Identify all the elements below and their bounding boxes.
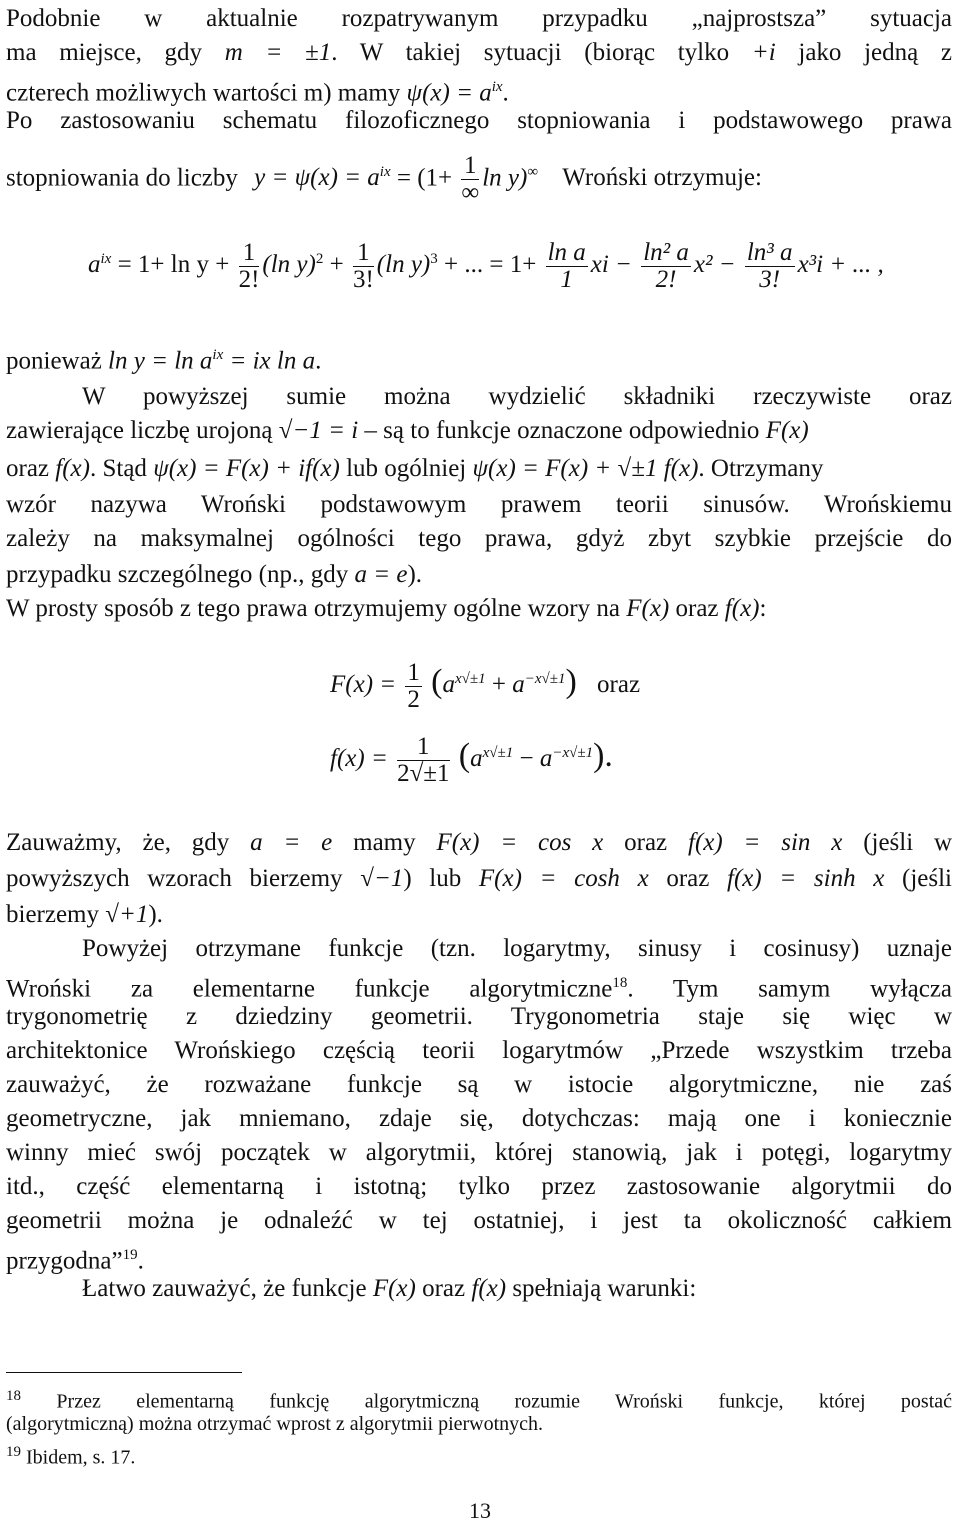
text-line: bierzemy √+1). xyxy=(6,901,163,928)
math-inline: ψ(x) = a xyxy=(406,79,492,107)
equation-series: $a^{ix} = 1+ \ln y$ + $\frac{1}{2!}$ (ln y)$^2$ + $\frac{1}{3!}$ (ln y)$^3$ + ... = 1+ $\frac{\text{ln a}}{1}$ xi − $\frac{\text{ln² a}}{2!}$ x² − $\frac{\text{ln³ a}}{3!}$ x³i + ... , xyxy=(88,239,884,293)
fraction: $\frac{1}{\infty}$ xyxy=(461,152,480,207)
math-inline: √−1 = i xyxy=(278,417,359,444)
text-line: geometrii można je odnaleźć w tej ostatniej, i jest ta okoliczność całkiem xyxy=(6,1207,952,1234)
text-line: oraz f(x). Stąd ψ(x) = F(x) + if(x) lub ogólniej ψ(x) = F(x) + √±1 f(x). Otrzymany xyxy=(6,455,824,482)
text-line: W powyższej sumie można wydzielić składniki rzeczywiste oraz xyxy=(82,383,952,410)
text-line: ponieważ $\ln y = \ln a^{ix}$ = ix ln a. xyxy=(6,347,322,375)
footnote-18: $^{18}$ Przez elementarną funkcję algorytmiczną rozumie Wroński funkcje, której postać xyxy=(6,1388,953,1413)
math-inline: F(x) xyxy=(765,417,809,444)
text-line: Łatwo zauważyć, że funkcje F(x) oraz f(x) spełniają warunki: xyxy=(82,1275,697,1302)
math-inline: m = ±1 xyxy=(224,39,332,66)
math-inline: y = ψ(x) = a xyxy=(254,164,380,192)
text-line: W prosty sposób z tego prawa otrzymujemy ogólne wzory na F(x) oraz f(x): xyxy=(6,595,767,622)
text-line: winny mieć swój początek w algorytmii, której stanowią, jak i potęgi, logarytmy xyxy=(6,1139,952,1166)
math-inline: +i xyxy=(751,39,776,66)
text-line: zależy na maksymalnej ogólności tego prawa, gdyż zbyt szybkie przejście do xyxy=(6,525,952,552)
footnote-18-cont: (algorytmiczną) można otrzymać wprost z algorytmii pierwotnych. xyxy=(6,1413,544,1435)
text-line: Wroński za elementarne funkcje algorytmiczne$^{18}$. Tym samym wyłącza xyxy=(6,975,953,1003)
equation-F: F(x) = $\frac{1}{2}$ $(a^{x√\pm 1} + a^{-x√\pm 1})$ oraz xyxy=(330,659,641,713)
text-line: czterech możliwych wartości m) mamy $\psi(x) = a^{ix}$. xyxy=(6,79,509,107)
text-line: wzór nazywa Wroński podstawowym prawem teorii sinusów. Wrońskiemu xyxy=(6,491,952,518)
math-inline: ln y = ln a xyxy=(108,347,213,375)
text-line: powyższych wzorach bierzemy √−1) lub F(x) = cosh x oraz f(x) = sinh x (jeśli xyxy=(6,865,952,892)
text-line: trygonometrię z dziedziny geometrii. Trygonometria staje się więc w xyxy=(6,1003,952,1030)
text-line: Powyżej otrzymane funkcje (tzn. logarytmy, sinusy i cosinusy) uznaje xyxy=(82,935,952,962)
text-line: Zauważmy, że, gdy a = e mamy F(x) = cos x oraz f(x) = sin x (jeśli w xyxy=(6,829,953,856)
text-line: stopniowania do liczby $y = \psi(x) = a^{ix} = (1+$ $\frac{1}{\infty}$ ln y)∞ Wroński otrzymuje: xyxy=(6,152,762,207)
equation-f: f(x) = $\frac{1}{2√\pm 1}$ $(a^{x√\pm 1} - a^{-x√\pm 1})$. xyxy=(330,733,613,787)
page-number: 13 xyxy=(469,1498,491,1523)
text-line: geometryczne, jak mniemano, zdaje się, dotychczas: mają one i koniecznie xyxy=(6,1105,952,1132)
text-line: architektonice Wrońskiego częścią teorii logarytmów „Przede wszystkim trzeba xyxy=(6,1037,952,1064)
footnote-rule xyxy=(6,1372,242,1373)
footnote-19: $^{19}$ Ibidem, s. 17. xyxy=(6,1444,136,1469)
text-line: Podobnie w aktualnie rozpatrywanym przypadku „najprostsza” sytuacja xyxy=(6,5,952,32)
text-line: przygodna”$^{19}$. xyxy=(6,1247,144,1275)
text-line: ma miejsce, gdy m = ±1. W takiej sytuacji (biorąc tylko +i jako jedną z xyxy=(6,39,953,66)
text-line: przypadku szczególnego (np., gdy a = e). xyxy=(6,561,423,588)
text-line: Po zastosowaniu schematu filozoficznego stopniowania i podstawowego prawa xyxy=(6,107,952,134)
text-line: zawierające liczbę urojoną √−1 = i – są to funkcje oznaczone odpowiednio F(x) xyxy=(6,417,809,444)
text-line: zauważyć, że rozważane funkcje są w istocie algorytmiczne, nie zaś xyxy=(6,1071,952,1098)
text-line: itd., część elementarną i istotną; tylko przez zastosowanie algorytmii do xyxy=(6,1173,952,1200)
math-inline: ψ(x) = F(x) + √±1 f(x) xyxy=(472,455,699,482)
math-inline: ψ(x) = F(x) + if(x) xyxy=(153,455,340,482)
